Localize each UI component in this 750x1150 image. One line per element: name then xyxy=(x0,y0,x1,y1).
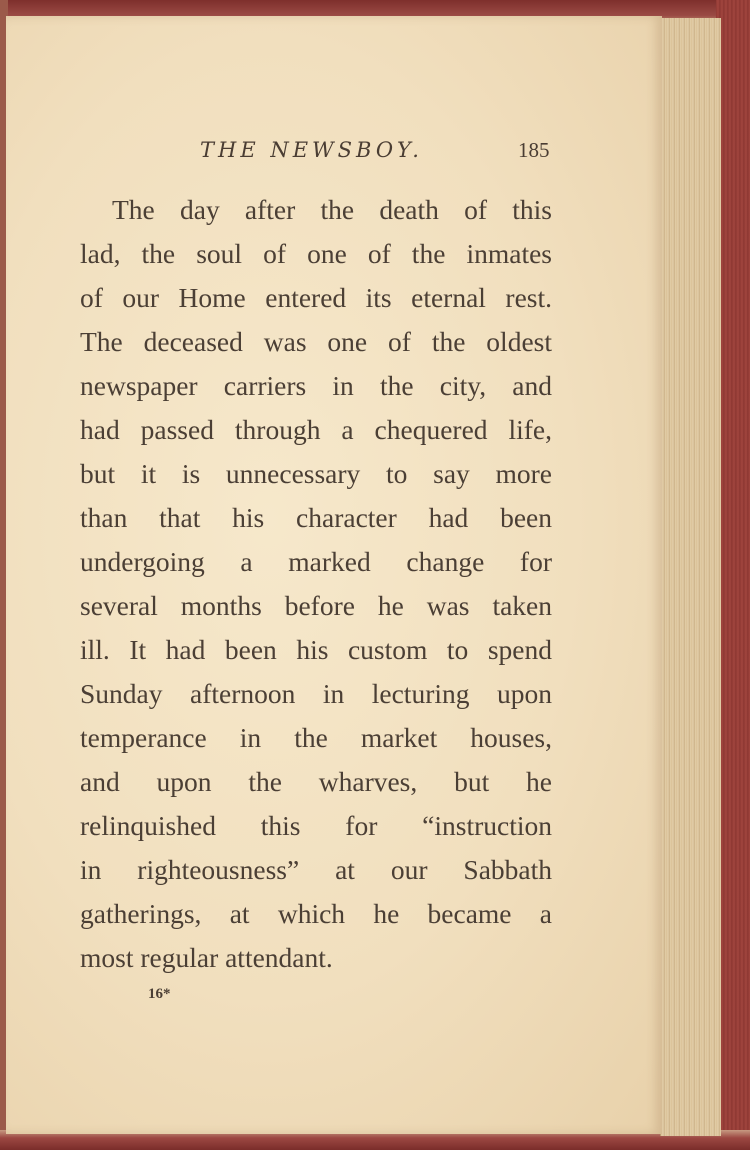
text-line: undergoing a marked change for xyxy=(80,546,552,577)
signature-mark: 16* xyxy=(148,986,171,1002)
text-line: lad, the soul of one of the inmates xyxy=(80,238,552,269)
text-line: in righteousness” at our Sabbath xyxy=(80,854,552,885)
text-line: relinquished this for “instruction xyxy=(80,810,552,841)
text-line: temperance in the market houses, xyxy=(80,722,552,753)
page-stack-edges xyxy=(660,18,721,1136)
page-number: 185 xyxy=(518,138,550,162)
text-line: The day after the death of this xyxy=(112,194,552,225)
text-line: most regular attendant. xyxy=(80,942,333,973)
text-line: gatherings, at which he became a xyxy=(80,898,552,929)
text-line: newspaper carriers in the city, and xyxy=(80,370,552,401)
text-line: than that his character had been xyxy=(80,502,552,533)
text-line: The deceased was one of the oldest xyxy=(80,326,552,357)
text-line: and upon the wharves, but he xyxy=(80,766,552,797)
text-line: had passed through a chequered life, xyxy=(80,414,552,445)
cover-edge-right xyxy=(716,0,750,1150)
running-head-title: THE NEWSBOY. xyxy=(200,138,423,162)
book-page xyxy=(6,16,662,1134)
text-line: Sunday afternoon in lecturing upon xyxy=(80,678,552,709)
text-line: but it is unnecessary to say more xyxy=(80,458,552,489)
text-line: several months before he was taken xyxy=(80,590,552,621)
text-line: ill. It had been his custom to spend xyxy=(80,634,552,665)
body-text xyxy=(80,188,552,980)
running-head xyxy=(6,138,662,168)
text-line: of our Home entered its eternal rest. xyxy=(80,282,552,313)
